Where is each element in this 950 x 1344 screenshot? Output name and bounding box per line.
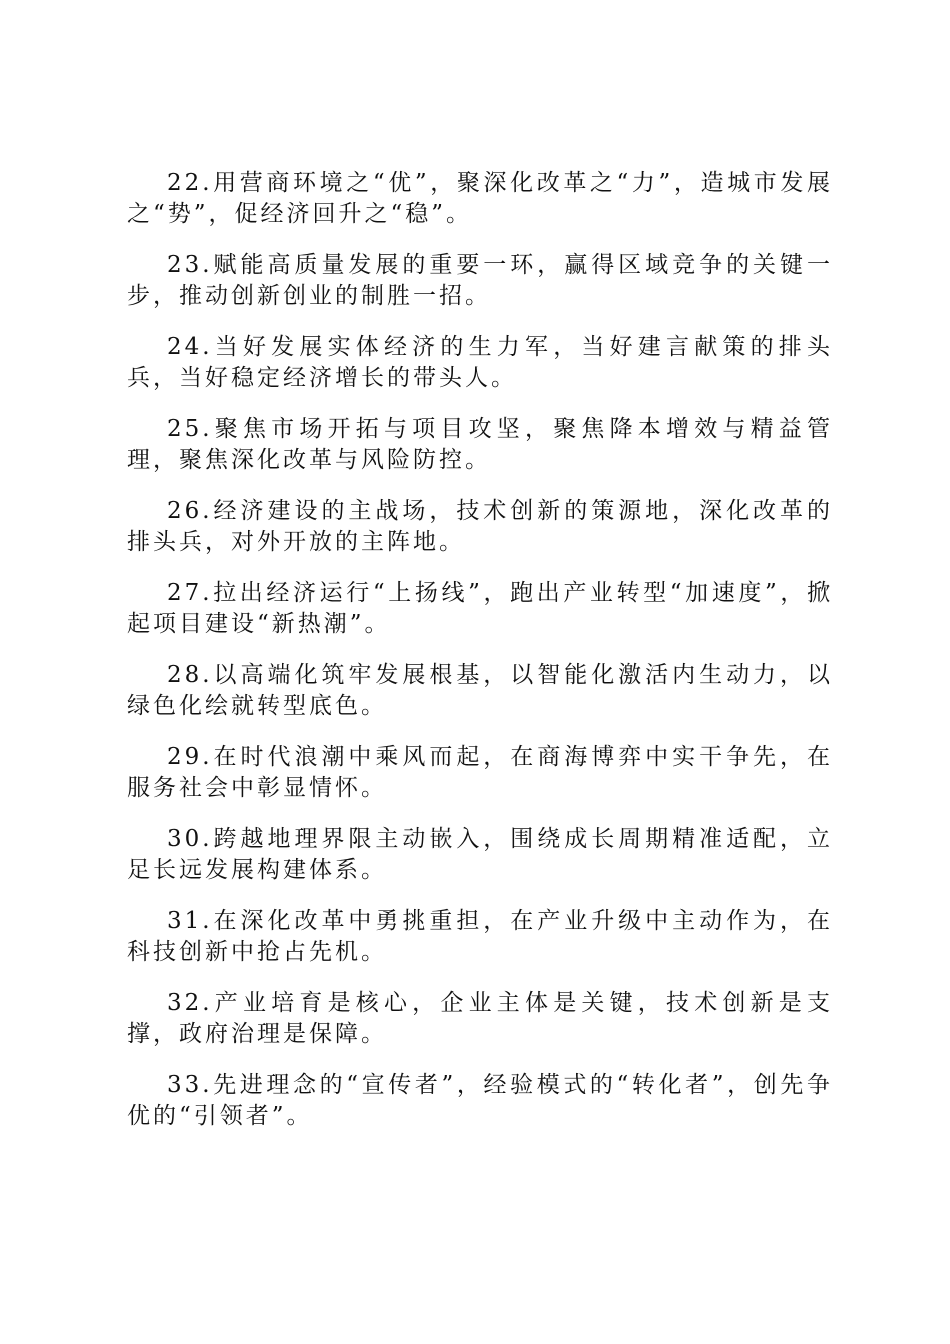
list-item-27: 27.拉出经济运行“上扬线”，跑出产业转型“加速度”，掀起项目建设“新热潮”。 (127, 580, 833, 637)
list-item-22: 22.用营商环境之“优”，聚深化改革之“力”，造城市发展之“势”，促经济回升之“稳”。 (127, 170, 833, 227)
list-item-25: 25.聚焦市场开拓与项目攻坚，聚焦降本增效与精益管理，聚焦深化改革与风险防控。 (127, 416, 833, 473)
list-item-30: 30.跨越地理界限主动嵌入，围绕成长周期精准适配，立足长远发展构建体系。 (127, 826, 833, 883)
list-item-23: 23.赋能高质量发展的重要一环，赢得区域竞争的关键一步，推动创新创业的制胜一招。 (127, 252, 833, 309)
list-item-28: 28.以高端化筑牢发展根基，以智能化激活内生动力，以绿色化绘就转型底色。 (127, 662, 833, 719)
list-item-31: 31.在深化改革中勇挑重担，在产业升级中主动作为，在科技创新中抢占先机。 (127, 908, 833, 965)
list-item-24: 24.当好发展实体经济的生力军，当好建言献策的排头兵，当好稳定经济增长的带头人。 (127, 334, 833, 391)
list-item-29: 29.在时代浪潮中乘风而起，在商海博弈中实干争先，在服务社会中彰显情怀。 (127, 744, 833, 801)
list-item-33: 33.先进理念的“宣传者”，经验模式的“转化者”，创先争优的“引领者”。 (127, 1072, 833, 1129)
document-body (127, 168, 833, 1152)
list-item-26: 26.经济建设的主战场，技术创新的策源地，深化改革的排头兵，对外开放的主阵地。 (127, 498, 833, 555)
list-item-32: 32.产业培育是核心，企业主体是关键，技术创新是支撑，政府治理是保障。 (127, 990, 833, 1047)
